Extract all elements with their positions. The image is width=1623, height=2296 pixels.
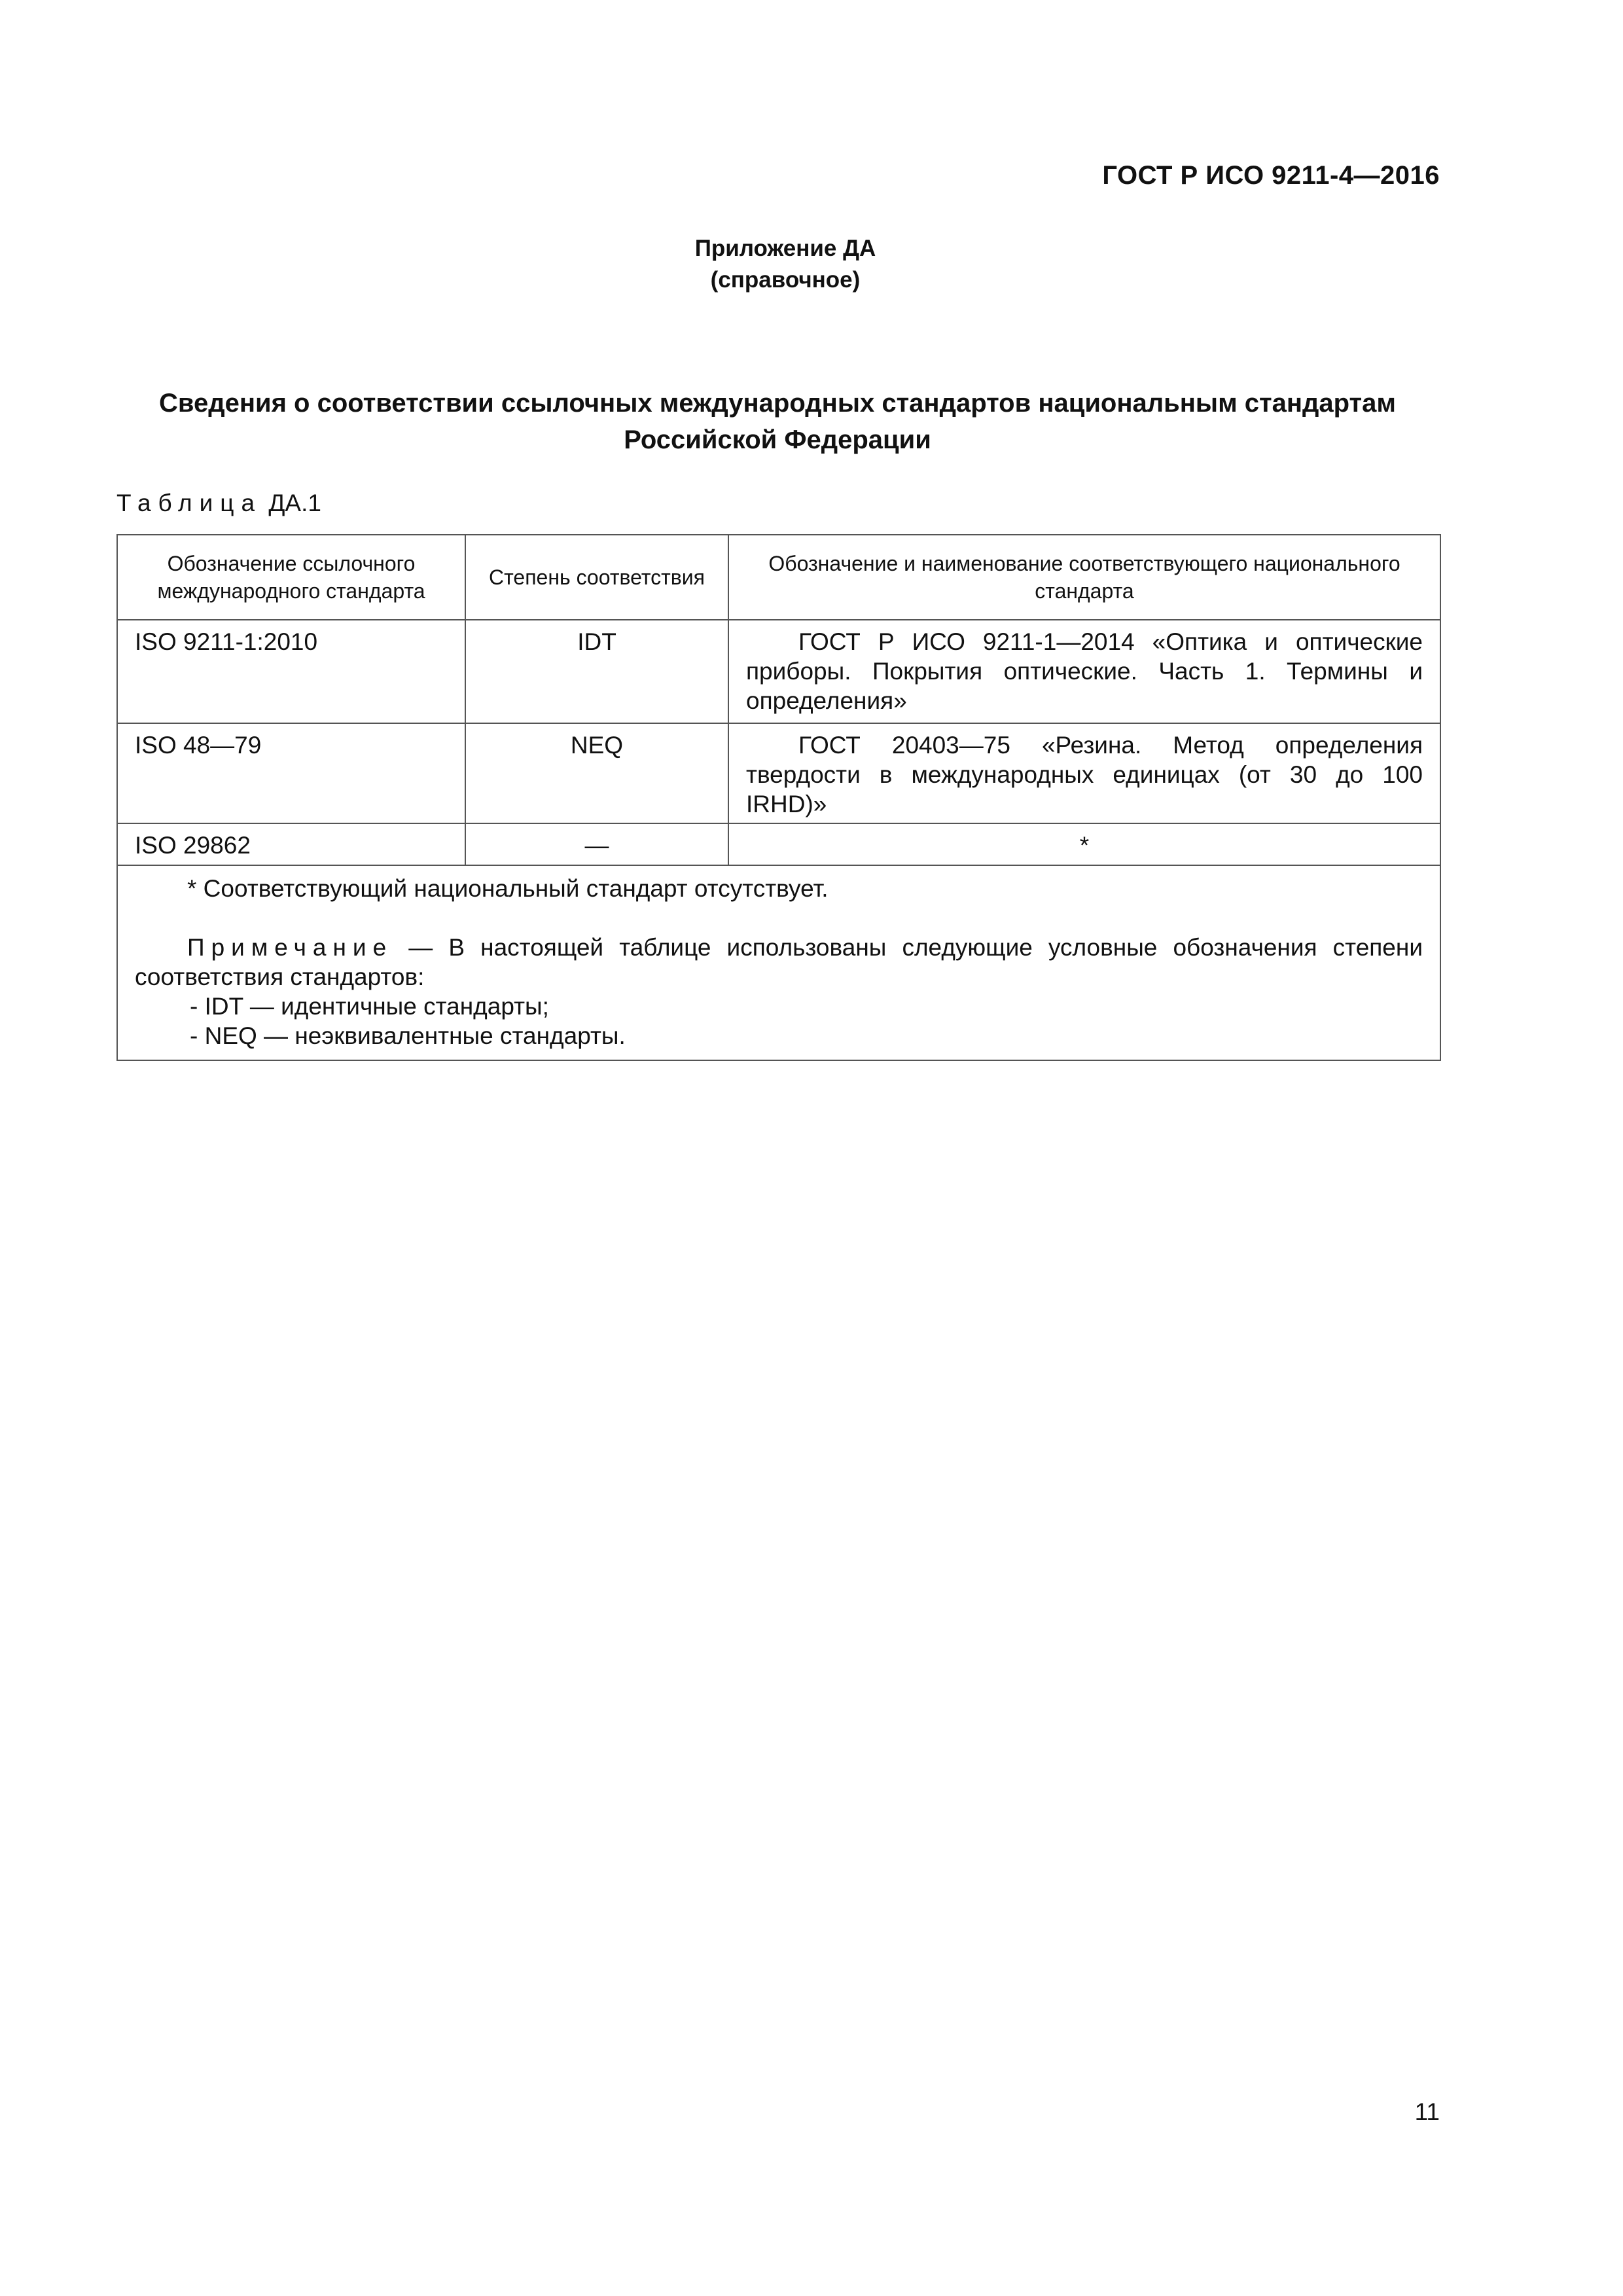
cell-national: * (728, 823, 1440, 865)
page-number: 11 (1414, 2098, 1440, 2125)
note-text: — В настоящей таблице использованы следующие условные обозначения степени соответствия стандартов: (135, 934, 1423, 990)
table-header-row (117, 535, 1440, 620)
note (135, 933, 1423, 992)
note-item-idt: - IDT — идентичные стандарты; (190, 993, 549, 1020)
cell-national: ГОСТ 20403—75 «Резина. Метод определения твердости в международных единицах (от 30 до 100 IRHD)» (728, 723, 1440, 823)
column-header-degree: Степень соответствия (465, 535, 728, 620)
annex-subtitle: (справочное) (710, 267, 861, 293)
table-caption (116, 490, 321, 517)
main-title (116, 385, 1438, 458)
table-row (117, 823, 1440, 865)
cell-degree: — (465, 823, 728, 865)
footnote: * Соответствующий национальный стандарт отсутствует. (187, 875, 829, 902)
cell-reference: ISO 29862 (117, 823, 465, 865)
column-header-national: Обозначение и наименование соответствующего национального стандарта (728, 535, 1440, 620)
table-row (117, 620, 1440, 723)
table-footer-row (117, 865, 1440, 1060)
table-footer (117, 865, 1440, 1060)
annex-heading (0, 233, 1571, 296)
correspondence-table (116, 534, 1441, 1061)
table-row (117, 723, 1440, 823)
cell-reference: ISO 9211-1:2010 (117, 620, 465, 723)
note-item-neq: - NEQ — неэквивалентные стандарты. (190, 1022, 626, 1049)
table-caption-prefix: Таблица (116, 490, 262, 516)
document-code: ГОСТ Р ИСО 9211-4—2016 (1102, 161, 1440, 190)
column-header-reference: Обозначение ссылочного международного стандарта (117, 535, 465, 620)
main-title-line2: Российской Федерации (624, 425, 931, 454)
table-caption-number: ДА.1 (268, 490, 321, 516)
cell-reference: ISO 48—79 (117, 723, 465, 823)
annex-title: Приложение ДА (694, 236, 876, 261)
main-title-line1: Сведения о соответствии ссылочных международных стандартов национальным стандартам (159, 389, 1396, 418)
cell-national: ГОСТ Р ИСО 9211-1—2014 «Оптика и оптические приборы. Покрытия оптические. Часть 1. Термины и определения» (728, 620, 1440, 723)
cell-degree: IDT (465, 620, 728, 723)
cell-degree: NEQ (465, 723, 728, 823)
note-label: Примечание (187, 934, 393, 961)
